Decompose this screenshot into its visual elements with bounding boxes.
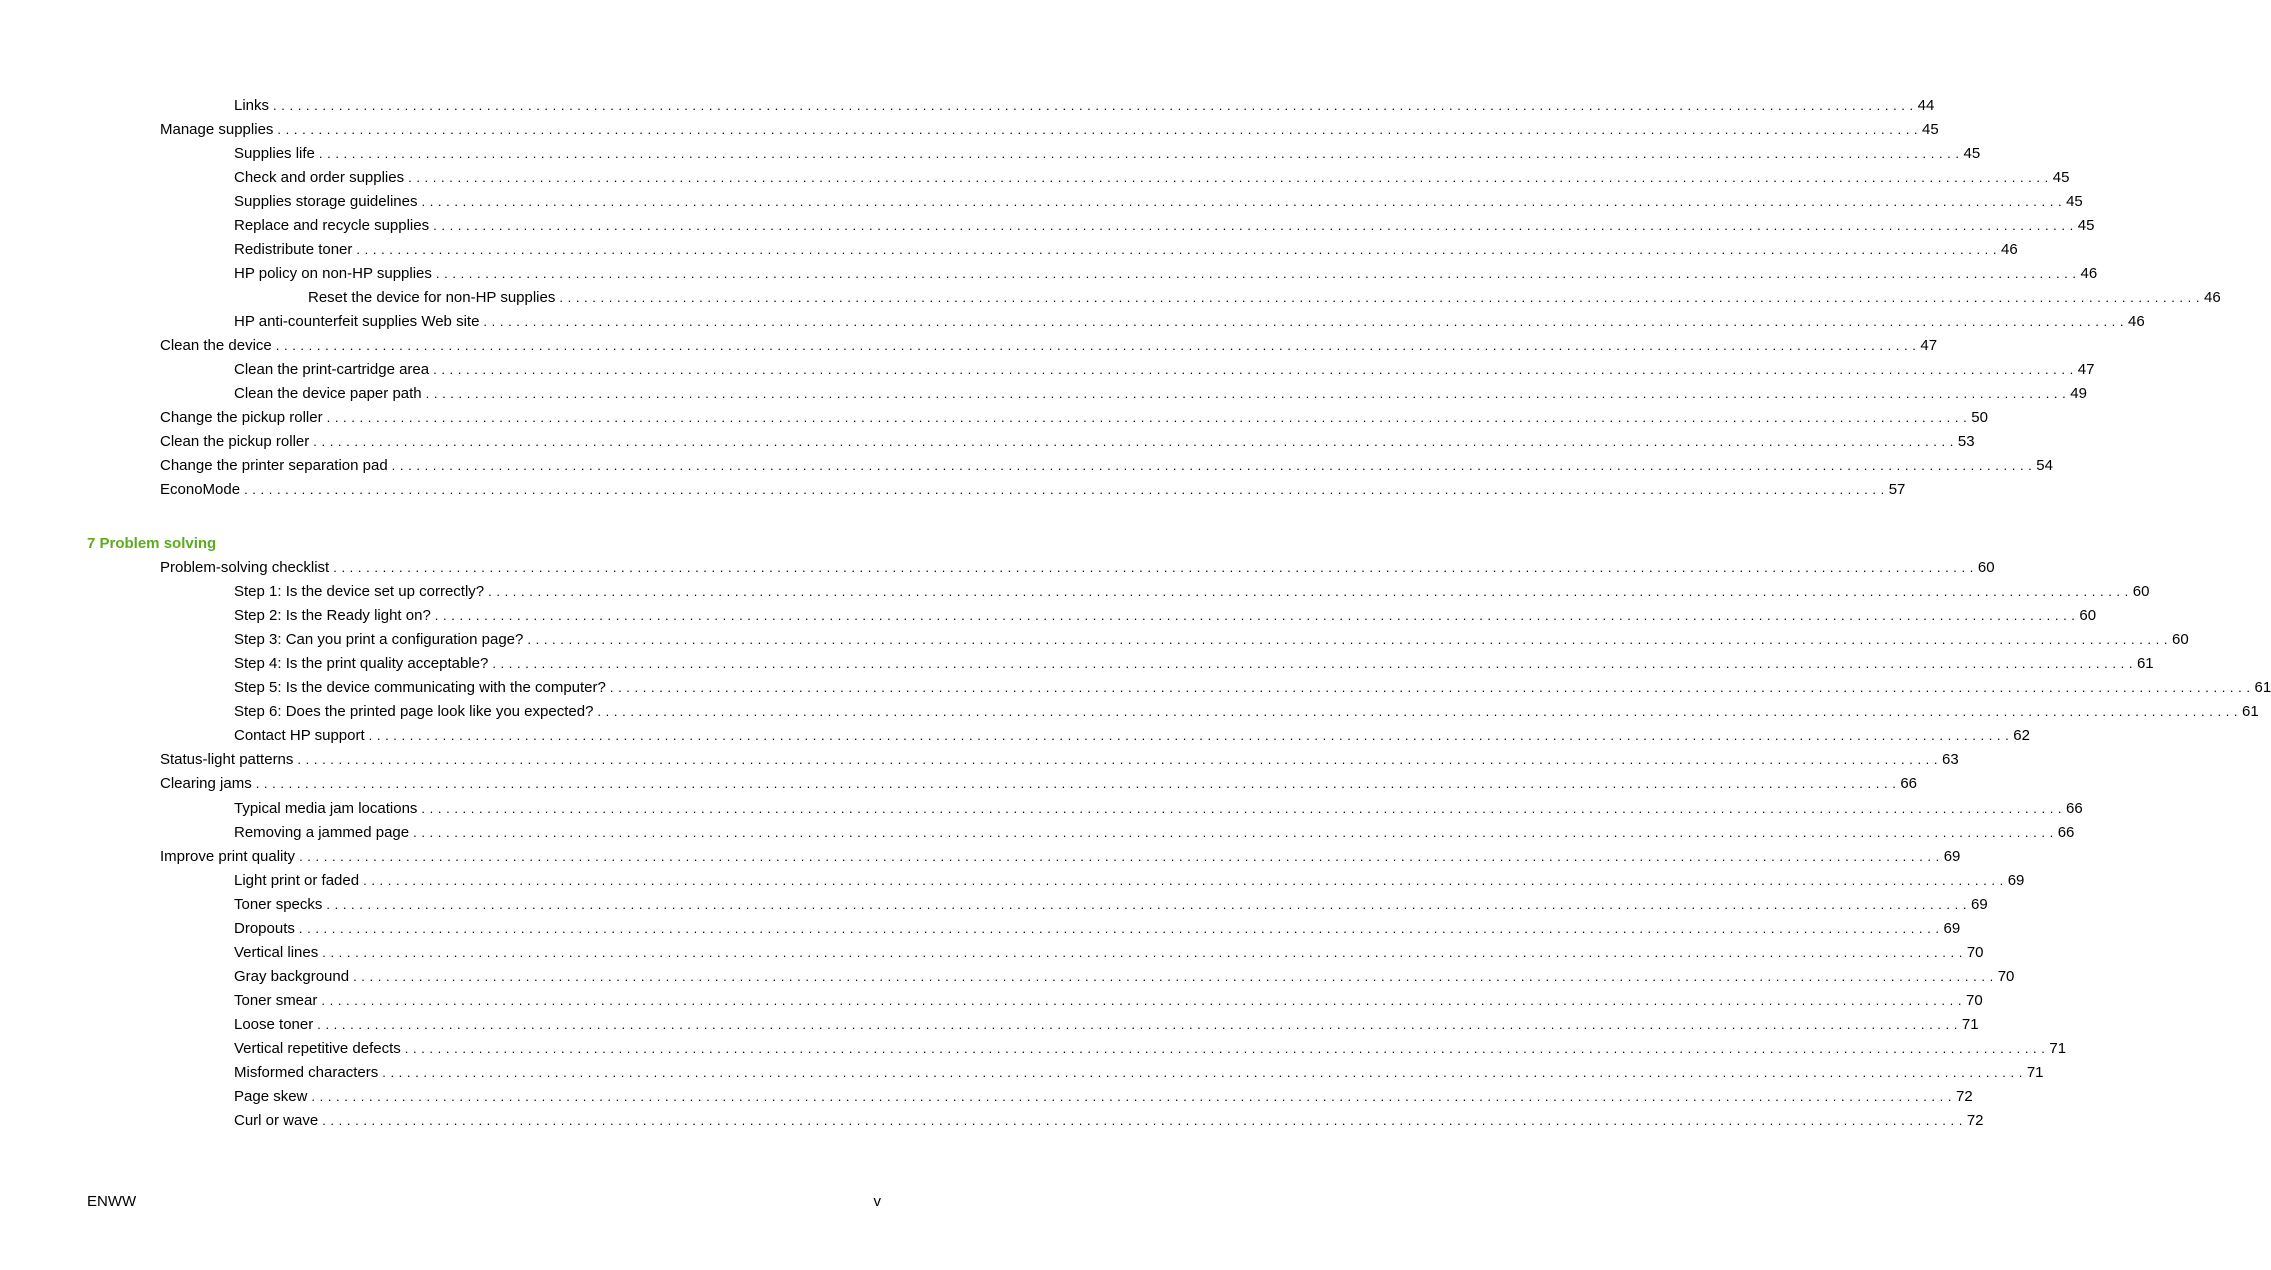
dot-leader: . . . . . . . . . . . . . . . . . . . . . . . . . . . . . . . . . . . . . . . . . . . . . . . . . . . . . . . . . . . . . . . . . . . . . . . . . . . . . . . . . . . . . . . . . . . . . . . . . . . . . . . . . . . . . . . . . . . . . . . . . . . . . . . . . . . . . . . . . . . . . . . . . . . . . . . . . . . . . . . . . . . . . . . . . . . . . . . . . . . . . . . . . . . . . . . . . . . . . . . .: [298, 920, 1940, 936]
dot-leader: . . . . . . . . . . . . . . . . . . . . . . . . . . . . . . . . . . . . . . . . . . . . . . . . . . . . . . . . . . . . . . . . . . . . . . . . . . . . . . . . . . . . . . . . . . . . . . . . . . . . . . . . . . . . . . . . . . . . . . . . . . . . . . . . . . . . . . . . . . . . . . . . . . . . . . . . . . . . . . . . . . . . . . . . . . . . . . . . . . . . . . . . . . . . . . . . . . . . . . . .: [277, 122, 1919, 137]
toc-entry-page: 60: [2079, 607, 2097, 625]
toc-entry-page: 71: [1961, 1015, 1979, 1033]
toc-entry-title: Clean the device paper path: [234, 385, 422, 402]
dot-leader: . . . . . . . . . . . . . . . . . . . . . . . . . . . . . . . . . . . . . . . . . . . . . . . . . . . . . . . . . . . . . . . . . . . . . . . . . . . . . . . . . . . . . . . . . . . . . . . . . . . . . . . . . . . . . . . . . . . . . . . . . . . . . . . . . . . . . . . . . . . . . . . . . . . . . . . . . . . . . . . . . . . . . . . . . . . . . . . . . . . . . . . . . . . . . . . . . . . . . . . .: [597, 704, 2239, 720]
dot-leader: . . . . . . . . . . . . . . . . . . . . . . . . . . . . . . . . . . . . . . . . . . . . . . . . . . . . . . . . . . . . . . . . . . . . . . . . . . . . . . . . . . . . . . . . . . . . . . . . . . . . . . . . . . . . . . . . . . . . . . . . . . . . . . . . . . . . . . . . . . . . . . . . . . . . . . . . . . . . . . . . . . . . . . . . . . . . . . . . . . . . . . . . . . . . . . . . . . . . . . . .: [421, 800, 2063, 816]
toc-entry-title: Check and order supplies: [234, 169, 405, 186]
toc-entry-title: Step 1: Is the device set up correctly?: [234, 583, 485, 601]
toc-entry-page: 69: [2007, 871, 2025, 889]
toc-entry-page: 69: [1971, 895, 1988, 913]
toc-entry[interactable]: [234, 96, 1935, 116]
toc-entry-page: 45: [1963, 145, 1981, 162]
toc-entry-page: 61: [2242, 703, 2259, 721]
toc-entry-page: 61: [2254, 679, 2271, 697]
toc-entry-page: 60: [2172, 631, 2189, 649]
toc-entry[interactable]: [234, 1063, 2044, 1083]
toc-entry[interactable]: [234, 360, 2095, 380]
toc-entry-page: 72: [1956, 1088, 1973, 1106]
dot-leader: . . . . . . . . . . . . . . . . . . . . . . . . . . . . . . . . . . . . . . . . . . . . . . . . . . . . . . . . . . . . . . . . . . . . . . . . . . . . . . . . . . . . . . . . . . . . . . . . . . . . . . . . . . . . . . . . . . . . . . . . . . . . . . . . . . . . . . . . . . . . . . . . . . . . . . . . . . . . . . . . . . . . . . . . . . . . . . . . . . . . . . . . . . . . . . . . . . . . . . . .: [311, 1089, 1952, 1105]
toc-entry-title: Supplies storage guidelines: [234, 193, 418, 210]
toc-entry-title: Clearing jams: [160, 775, 252, 793]
toc-entry[interactable]: [234, 168, 2070, 188]
dot-leader: . . . . . . . . . . . . . . . . . . . . . . . . . . . . . . . . . . . . . . . . . . . . . . . . . . . . . . . . . . . . . . . . . . . . . . . . . . . . . . . . . . . . . . . . . . . . . . . . . . . . . . . . . . . . . . . . . . . . . . . . . . . . . . . . . . . . . . . . . . . . . . . . . . . . . . . . . . . . . . . . . . . . . . . . . . . . . . . . . . . . . . . . . . . . . . . . . . . . . . . .: [433, 362, 2074, 377]
toc-entry[interactable]: [234, 799, 2083, 819]
dot-leader: . . . . . . . . . . . . . . . . . . . . . . . . . . . . . . . . . . . . . . . . . . . . . . . . . . . . . . . . . . . . . . . . . . . . . . . . . . . . . . . . . . . . . . . . . . . . . . . . . . . . . . . . . . . . . . . . . . . . . . . . . . . . . . . . . . . . . . . . . . . . . . . . . . . . . . . . . . . . . . . . . . . . . . . . . . . . . . . . . . . . . . . . . . . . . . . . . . . . . . . .: [488, 584, 2129, 600]
toc-entry-title: Status-light patterns: [160, 751, 294, 769]
toc-entry-title: Links: [234, 97, 270, 114]
toc-entry-page: 61: [2136, 655, 2154, 673]
toc-entry[interactable]: [234, 919, 1961, 939]
toc-entry-title: EconoMode: [160, 481, 241, 498]
dot-leader: . . . . . . . . . . . . . . . . . . . . . . . . . . . . . . . . . . . . . . . . . . . . . . . . . . . . . . . . . . . . . . . . . . . . . . . . . . . . . . . . . . . . . . . . . . . . . . . . . . . . . . . . . . . . . . . . . . . . . . . . . . . . . . . . . . . . . . . . . . . . . . . . . . . . . . . . . . . . . . . . . . . . . . . . . . . . . . . . . . . . . . . . . . . . . . . . . . . . . . . .: [391, 458, 2033, 473]
toc-entry-title: Vertical lines: [234, 943, 319, 961]
dot-leader: . . . . . . . . . . . . . . . . . . . . . . . . . . . . . . . . . . . . . . . . . . . . . . . . . . . . . . . . . . . . . . . . . . . . . . . . . . . . . . . . . . . . . . . . . . . . . . . . . . . . . . . . . . . . . . . . . . . . . . . . . . . . . . . . . . . . . . . . . . . . . . . . . . . . . . . . . . . . . . . . . . . . . . . . . . . . . . . . . . . . . . . . . . . . . . . . . . . . . . . .: [356, 242, 1998, 257]
toc-entry-title: HP anti-counterfeit supplies Web site: [234, 313, 480, 330]
dot-leader: . . . . . . . . . . . . . . . . . . . . . . . . . . . . . . . . . . . . . . . . . . . . . . . . . . . . . . . . . . . . . . . . . . . . . . . . . . . . . . . . . . . . . . . . . . . . . . . . . . . . . . . . . . . . . . . . . . . . . . . . . . . . . . . . . . . . . . . . . . . . . . . . . . . . . . . . . . . . . . . . . . . . . . . . . . . . . . . . . . . . . . . . . . . . . . . . . . . . . . . .: [275, 338, 1917, 353]
toc-entry-title: Removing a jammed page: [234, 823, 410, 841]
toc-entry-title: Manage supplies: [160, 121, 274, 138]
toc-entry-page: 46: [2128, 313, 2145, 330]
toc-entry[interactable]: [234, 216, 2095, 236]
dot-leader: . . . . . . . . . . . . . . . . . . . . . . . . . . . . . . . . . . . . . . . . . . . . . . . . . . . . . . . . . . . . . . . . . . . . . . . . . . . . . . . . . . . . . . . . . . . . . . . . . . . . . . . . . . . . . . . . . . . . . . . . . . . . . . . . . . . . . . . . . . . . . . . . . . . . . . . . . . . . . . . . . . . . . . . . . . . . . . . . . . . . . . . . . . . . . . . . . . . . . . . .: [435, 266, 2077, 281]
toc-entry[interactable]: [234, 144, 1981, 164]
toc-entry-page: 71: [2049, 1040, 2067, 1057]
toc-entry-page: 45: [2052, 169, 2070, 186]
toc-entry-title: HP policy on non-HP supplies: [234, 265, 432, 282]
footer-page-number: v: [873, 1193, 881, 1210]
dot-leader: . . . . . . . . . . . . . . . . . . . . . . . . . . . . . . . . . . . . . . . . . . . . . . . . . . . . . . . . . . . . . . . . . . . . . . . . . . . . . . . . . . . . . . . . . . . . . . . . . . . . . . . . . . . . . . . . . . . . . . . . . . . . . . . . . . . . . . . . . . . . . . . . . . . . . . . . . . . . . . . . . . . . . . . . . . . . . . . . . . . . . . . . . . . . . . . . . . . . . . . .: [363, 872, 2004, 888]
dot-leader: . . . . . . . . . . . . . . . . . . . . . . . . . . . . . . . . . . . . . . . . . . . . . . . . . . . . . . . . . . . . . . . . . . . . . . . . . . . . . . . . . . . . . . . . . . . . . . . . . . . . . . . . . . . . . . . . . . . . . . . . . . . . . . . . . . . . . . . . . . . . . . . . . . . . . . . . . . . . . . . . . . . . . . . . . . . . . . . . . . . . . . . . . . . . . . . . . . . . . . . .: [333, 560, 1974, 575]
toc-entry-page: 66: [1900, 775, 1918, 793]
dot-leader: . . . . . . . . . . . . . . . . . . . . . . . . . . . . . . . . . . . . . . . . . . . . . . . . . . . . . . . . . . . . . . . . . . . . . . . . . . . . . . . . . . . . . . . . . . . . . . . . . . . . . . . . . . . . . . . . . . . . . . . . . . . . . . . . . . . . . . . . . . . . . . . . . . . . . . . . . . . . . . . . . . . . . . . . . . . . . . . . . . . . . . . . . . . . . . . . . . . . . . . .: [322, 1113, 1963, 1129]
toc-entry-title: Change the pickup roller: [160, 409, 323, 426]
toc-entry-title: Clean the print-cartridge area: [234, 361, 430, 378]
toc-entry[interactable]: [234, 726, 2030, 746]
chapter-heading: 7 Problem solving: [87, 535, 217, 552]
toc-entry[interactable]: [160, 750, 1959, 770]
toc-entry-title: Gray background: [234, 967, 350, 985]
toc-entry-title: Loose toner: [234, 1015, 314, 1033]
dot-leader: . . . . . . . . . . . . . . . . . . . . . . . . . . . . . . . . . . . . . . . . . . . . . . . . . . . . . . . . . . . . . . . . . . . . . . . . . . . . . . . . . . . . . . . . . . . . . . . . . . . . . . . . . . . . . . . . . . . . . . . . . . . . . . . . . . . . . . . . . . . . . . . . . . . . . . . . . . . . . . . . . . . . . . . . . . . . . . . . . . . . . . . . . . . . . . . . . . . . . . . .: [255, 776, 1897, 792]
toc-entry-page: 66: [2057, 823, 2075, 841]
toc-entry-title: Reset the device for non-HP supplies: [308, 289, 556, 306]
dot-leader: . . . . . . . . . . . . . . . . . . . . . . . . . . . . . . . . . . . . . . . . . . . . . . . . . . . . . . . . . . . . . . . . . . . . . . . . . . . . . . . . . . . . . . . . . . . . . . . . . . . . . . . . . . . . . . . . . . . . . . . . . . . . . . . . . . . . . . . . . . . . . . . . . . . . . . . . . . . . . . . . . . . . . . . . . . . . . . . . . . . . . . . . . . . . . . . . . . . . . . . .: [483, 314, 2125, 329]
dot-leader: . . . . . . . . . . . . . . . . . . . . . . . . . . . . . . . . . . . . . . . . . . . . . . . . . . . . . . . . . . . . . . . . . . . . . . . . . . . . . . . . . . . . . . . . . . . . . . . . . . . . . . . . . . . . . . . . . . . . . . . . . . . . . . . . . . . . . . . . . . . . . . . . . . . . . . . . . . . . . . . . . . . . . . . . . . . . . . . . . . . . . . . . . . . . . . . . . . . . . . . .: [408, 170, 2049, 185]
toc-entry-page: 70: [1966, 991, 1983, 1009]
toc-entry-title: Page skew: [234, 1088, 308, 1106]
toc-entry-title: Clean the device: [160, 337, 272, 354]
toc-entry-page: 47: [1920, 337, 1938, 354]
footer-left: ENWW: [87, 1193, 137, 1210]
toc-entry-page: 46: [2080, 265, 2098, 282]
dot-leader: . . . . . . . . . . . . . . . . . . . . . . . . . . . . . . . . . . . . . . . . . . . . . . . . . . . . . . . . . . . . . . . . . . . . . . . . . . . . . . . . . . . . . . . . . . . . . . . . . . . . . . . . . . . . . . . . . . . . . . . . . . . . . . . . . . . . . . . . . . . . . . . . . . . . . . . . . . . . . . . . . . . . . . . . . . . . . . . . . . . . . . . . . . . . . . . . . . . . . . . .: [244, 482, 1885, 497]
toc-entry[interactable]: [234, 943, 1984, 963]
toc-entry[interactable]: [234, 895, 1988, 915]
dot-leader: . . . . . . . . . . . . . . . . . . . . . . . . . . . . . . . . . . . . . . . . . . . . . . . . . . . . . . . . . . . . . . . . . . . . . . . . . . . . . . . . . . . . . . . . . . . . . . . . . . . . . . . . . . . . . . . . . . . . . . . . . . . . . . . . . . . . . . . . . . . . . . . . . . . . . . . . . . . . . . . . . . . . . . . . . . . . . . . . . . . . . . . . . . . . . . . . . . . . . . . .: [299, 848, 1940, 864]
toc-entry-page: 60: [2132, 583, 2150, 601]
dot-leader: . . . . . . . . . . . . . . . . . . . . . . . . . . . . . . . . . . . . . . . . . . . . . . . . . . . . . . . . . . . . . . . . . . . . . . . . . . . . . . . . . . . . . . . . . . . . . . . . . . . . . . . . . . . . . . . . . . . . . . . . . . . . . . . . . . . . . . . . . . . . . . . . . . . . . . . . . . . . . . . . . . . . . . . . . . . . . . . . . . . . . . . . . . . . . . . . . . . . . . . .: [609, 680, 2251, 696]
dot-leader: . . . . . . . . . . . . . . . . . . . . . . . . . . . . . . . . . . . . . . . . . . . . . . . . . . . . . . . . . . . . . . . . . . . . . . . . . . . . . . . . . . . . . . . . . . . . . . . . . . . . . . . . . . . . . . . . . . . . . . . . . . . . . . . . . . . . . . . . . . . . . . . . . . . . . . . . . . . . . . . . . . . . . . . . . . . . . . . . . . . . . . . . . . . . . . . . . . . . . . . .: [318, 146, 1960, 161]
toc-entry-page: 50: [1971, 409, 1988, 426]
toc-entry[interactable]: [234, 192, 2083, 212]
toc-entry-page: 72: [1966, 1112, 1984, 1130]
dot-leader: . . . . . . . . . . . . . . . . . . . . . . . . . . . . . . . . . . . . . . . . . . . . . . . . . . . . . . . . . . . . . . . . . . . . . . . . . . . . . . . . . . . . . . . . . . . . . . . . . . . . . . . . . . . . . . . . . . . . . . . . . . . . . . . . . . . . . . . . . . . . . . . . . . . . . . . . . . . . . . . . . . . . . . . . . . . . . . . . . . . . . . . . . . . . . . . . . . . . . . . .: [297, 752, 1939, 768]
dot-leader: . . . . . . . . . . . . . . . . . . . . . . . . . . . . . . . . . . . . . . . . . . . . . . . . . . . . . . . . . . . . . . . . . . . . . . . . . . . . . . . . . . . . . . . . . . . . . . . . . . . . . . . . . . . . . . . . . . . . . . . . . . . . . . . . . . . . . . . . . . . . . . . . . . . . . . . . . . . . . . . . . . . . . . . . . . . . . . . . . . . . . . . . . . . . . . . . . . . . . . . .: [353, 968, 1994, 984]
toc-entry-title: Toner smear: [234, 991, 318, 1009]
toc-entry-title: Dropouts: [234, 919, 295, 937]
toc-entry[interactable]: [160, 336, 1938, 356]
toc-entry[interactable]: [234, 240, 2018, 260]
toc-entry-title: Step 3: Can you print a configuration page?: [234, 631, 524, 649]
toc-entry-title: Step 2: Is the Ready light on?: [234, 607, 431, 625]
dot-leader: . . . . . . . . . . . . . . . . . . . . . . . . . . . . . . . . . . . . . . . . . . . . . . . . . . . . . . . . . . . . . . . . . . . . . . . . . . . . . . . . . . . . . . . . . . . . . . . . . . . . . . . . . . . . . . . . . . . . . . . . . . . . . . . . . . . . . . . . . . . . . . . . . . . . . . . . . . . . . . . . . . . . . . . . . . . . . . . . . . . . . . . . . . . . . . . . . . . . . . . .: [433, 218, 2074, 233]
toc-entry[interactable]: [160, 432, 1975, 452]
toc-entry[interactable]: [234, 312, 2145, 332]
toc-entry-title: Redistribute toner: [234, 241, 353, 258]
toc-entry[interactable]: [234, 967, 2015, 987]
toc-entry-page: 45: [2066, 193, 2083, 210]
toc-entry[interactable]: [234, 606, 2097, 626]
toc-entry[interactable]: [160, 774, 1918, 794]
toc-entry-page: 60: [1977, 559, 1995, 576]
toc-entry[interactable]: [234, 1111, 1984, 1131]
toc-entry-page: 44: [1917, 97, 1935, 114]
toc-entry-page: 46: [2001, 241, 2018, 258]
dot-leader: . . . . . . . . . . . . . . . . . . . . . . . . . . . . . . . . . . . . . . . . . . . . . . . . . . . . . . . . . . . . . . . . . . . . . . . . . . . . . . . . . . . . . . . . . . . . . . . . . . . . . . . . . . . . . . . . . . . . . . . . . . . . . . . . . . . . . . . . . . . . . . . . . . . . . . . . . . . . . . . . . . . . . . . . . . . . . . . . . . . . . . . . . . . . . . . . . . . . . . . .: [326, 410, 1968, 425]
toc-entry[interactable]: [160, 847, 1961, 867]
dot-leader: . . . . . . . . . . . . . . . . . . . . . . . . . . . . . . . . . . . . . . . . . . . . . . . . . . . . . . . . . . . . . . . . . . . . . . . . . . . . . . . . . . . . . . . . . . . . . . . . . . . . . . . . . . . . . . . . . . . . . . . . . . . . . . . . . . . . . . . . . . . . . . . . . . . . . . . . . . . . . . . . . . . . . . . . . . . . . . . . . . . . . . . . . . . . . . . . . . . . . . . .: [368, 728, 2010, 744]
toc-entry-page: 46: [2204, 289, 2221, 306]
toc-entry-title: Step 6: Does the printed page look like you expected?: [234, 703, 594, 721]
toc-entry-page: 49: [2070, 385, 2087, 402]
toc-entry-title: Problem-solving checklist: [160, 559, 330, 576]
toc-entry[interactable]: [234, 871, 2025, 891]
toc-entry[interactable]: [160, 456, 2053, 476]
toc-entry-page: 71: [2026, 1064, 2044, 1082]
toc-entry[interactable]: [308, 288, 2221, 308]
toc-entry-page: 45: [1922, 121, 1939, 138]
dot-leader: . . . . . . . . . . . . . . . . . . . . . . . . . . . . . . . . . . . . . . . . . . . . . . . . . . . . . . . . . . . . . . . . . . . . . . . . . . . . . . . . . . . . . . . . . . . . . . . . . . . . . . . . . . . . . . . . . . . . . . . . . . . . . . . . . . . . . . . . . . . . . . . . . . . . . . . . . . . . . . . . . . . . . . . . . . . . . . . . . . . . . . . . . . . . . . . . . . . . . . . .: [434, 608, 2076, 624]
toc-entry-title: Clean the pickup roller: [160, 433, 310, 450]
toc-entry[interactable]: [160, 408, 1988, 428]
toc-entry[interactable]: [234, 654, 2154, 674]
toc-entry-title: Contact HP support: [234, 727, 365, 745]
toc-entry-title: Step 4: Is the print quality acceptable?: [234, 655, 489, 673]
toc-entry[interactable]: [234, 1015, 1979, 1035]
dot-leader: . . . . . . . . . . . . . . . . . . . . . . . . . . . . . . . . . . . . . . . . . . . . . . . . . . . . . . . . . . . . . . . . . . . . . . . . . . . . . . . . . . . . . . . . . . . . . . . . . . . . . . . . . . . . . . . . . . . . . . . . . . . . . . . . . . . . . . . . . . . . . . . . . . . . . . . . . . . . . . . . . . . . . . . . . . . . . . . . . . . . . . . . . . . . . . . . . . . . . . . .: [317, 1016, 1958, 1032]
toc-entry-title: Supplies life: [234, 145, 315, 162]
dot-leader: . . . . . . . . . . . . . . . . . . . . . . . . . . . . . . . . . . . . . . . . . . . . . . . . . . . . . . . . . . . . . . . . . . . . . . . . . . . . . . . . . . . . . . . . . . . . . . . . . . . . . . . . . . . . . . . . . . . . . . . . . . . . . . . . . . . . . . . . . . . . . . . . . . . . . . . . . . . . . . . . . . . . . . . . . . . . . . . . . . . . . . . . . . . . . . . . . . . . . . . .: [273, 98, 1914, 113]
toc-entry-page: 66: [2066, 799, 2083, 817]
toc-entry-title: Vertical repetitive defects: [234, 1040, 401, 1057]
toc-entry-title: Curl or wave: [234, 1112, 319, 1130]
toc-entry[interactable]: [234, 384, 2087, 404]
toc-entry[interactable]: [234, 630, 2189, 650]
toc-entry-title: Replace and recycle supplies: [234, 217, 430, 234]
dot-leader: . . . . . . . . . . . . . . . . . . . . . . . . . . . . . . . . . . . . . . . . . . . . . . . . . . . . . . . . . . . . . . . . . . . . . . . . . . . . . . . . . . . . . . . . . . . . . . . . . . . . . . . . . . . . . . . . . . . . . . . . . . . . . . . . . . . . . . . . . . . . . . . . . . . . . . . . . . . . . . . . . . . . . . . . . . . . . . . . . . . . . . . . . . . . . . . . . . . . . . . .: [527, 632, 2168, 648]
toc-entry-title: Misformed characters: [234, 1064, 379, 1082]
toc-entry-title: Light print or faded: [234, 871, 360, 889]
toc-entry[interactable]: [160, 120, 1939, 140]
dot-leader: . . . . . . . . . . . . . . . . . . . . . . . . . . . . . . . . . . . . . . . . . . . . . . . . . . . . . . . . . . . . . . . . . . . . . . . . . . . . . . . . . . . . . . . . . . . . . . . . . . . . . . . . . . . . . . . . . . . . . . . . . . . . . . . . . . . . . . . . . . . . . . . . . . . . . . . . . . . . . . . . . . . . . . . . . . . . . . . . . . . . . . . . . . . . . . . . . . . . . . . .: [559, 290, 2200, 305]
dot-leader: . . . . . . . . . . . . . . . . . . . . . . . . . . . . . . . . . . . . . . . . . . . . . . . . . . . . . . . . . . . . . . . . . . . . . . . . . . . . . . . . . . . . . . . . . . . . . . . . . . . . . . . . . . . . . . . . . . . . . . . . . . . . . . . . . . . . . . . . . . . . . . . . . . . . . . . . . . . . . . . . . . . . . . . . . . . . . . . . . . . . . . . . . . . . . . . . . . . . . . . .: [326, 896, 1967, 912]
dot-leader: . . . . . . . . . . . . . . . . . . . . . . . . . . . . . . . . . . . . . . . . . . . . . . . . . . . . . . . . . . . . . . . . . . . . . . . . . . . . . . . . . . . . . . . . . . . . . . . . . . . . . . . . . . . . . . . . . . . . . . . . . . . . . . . . . . . . . . . . . . . . . . . . . . . . . . . . . . . . . . . . . . . . . . . . . . . . . . . . . . . . . . . . . . . . . . . . . . . . . . . .: [421, 194, 2063, 209]
toc-entry-title: Toner specks: [234, 895, 323, 913]
toc-entry-title: Step 5: Is the device communicating with the computer?: [234, 679, 606, 697]
toc-entry-page: 70: [1966, 943, 1984, 961]
dot-leader: . . . . . . . . . . . . . . . . . . . . . . . . . . . . . . . . . . . . . . . . . . . . . . . . . . . . . . . . . . . . . . . . . . . . . . . . . . . . . . . . . . . . . . . . . . . . . . . . . . . . . . . . . . . . . . . . . . . . . . . . . . . . . . . . . . . . . . . . . . . . . . . . . . . . . . . . . . . . . . . . . . . . . . . . . . . . . . . . . . . . . . . . . . . . . . . . . . . . . . . .: [425, 386, 2067, 401]
dot-leader: . . . . . . . . . . . . . . . . . . . . . . . . . . . . . . . . . . . . . . . . . . . . . . . . . . . . . . . . . . . . . . . . . . . . . . . . . . . . . . . . . . . . . . . . . . . . . . . . . . . . . . . . . . . . . . . . . . . . . . . . . . . . . . . . . . . . . . . . . . . . . . . . . . . . . . . . . . . . . . . . . . . . . . . . . . . . . . . . . . . . . . . . . . . . . . . . . . . . . . . .: [413, 824, 2054, 840]
toc-entry[interactable]: [160, 558, 1995, 578]
toc-entry-page: 70: [1997, 967, 2015, 985]
toc-entry-page: 54: [2036, 457, 2053, 474]
toc-entry[interactable]: [234, 264, 2098, 284]
dot-leader: . . . . . . . . . . . . . . . . . . . . . . . . . . . . . . . . . . . . . . . . . . . . . . . . . . . . . . . . . . . . . . . . . . . . . . . . . . . . . . . . . . . . . . . . . . . . . . . . . . . . . . . . . . . . . . . . . . . . . . . . . . . . . . . . . . . . . . . . . . . . . . . . . . . . . . . . . . . . . . . . . . . . . . . . . . . . . . . . . . . . . . . . . . . . . . . . . . . . . . . .: [322, 944, 1963, 960]
toc-entry-page: 57: [1888, 481, 1906, 498]
toc-entry[interactable]: [234, 991, 1983, 1011]
toc-entry-page: 53: [1957, 433, 1975, 450]
toc-entry-page: 47: [2077, 361, 2095, 378]
toc-entry-page: 45: [2077, 217, 2095, 234]
toc-entry[interactable]: [234, 582, 2150, 602]
dot-leader: . . . . . . . . . . . . . . . . . . . . . . . . . . . . . . . . . . . . . . . . . . . . . . . . . . . . . . . . . . . . . . . . . . . . . . . . . . . . . . . . . . . . . . . . . . . . . . . . . . . . . . . . . . . . . . . . . . . . . . . . . . . . . . . . . . . . . . . . . . . . . . . . . . . . . . . . . . . . . . . . . . . . . . . . . . . . . . . . . . . . . . . . . . . . . . . . . . . . . . . .: [492, 656, 2133, 672]
dot-leader: . . . . . . . . . . . . . . . . . . . . . . . . . . . . . . . . . . . . . . . . . . . . . . . . . . . . . . . . . . . . . . . . . . . . . . . . . . . . . . . . . . . . . . . . . . . . . . . . . . . . . . . . . . . . . . . . . . . . . . . . . . . . . . . . . . . . . . . . . . . . . . . . . . . . . . . . . . . . . . . . . . . . . . . . . . . . . . . . . . . . . . . . . . . . . . . . . . . . . . . .: [382, 1065, 2023, 1081]
toc-entry[interactable]: [234, 702, 2259, 722]
dot-leader: . . . . . . . . . . . . . . . . . . . . . . . . . . . . . . . . . . . . . . . . . . . . . . . . . . . . . . . . . . . . . . . . . . . . . . . . . . . . . . . . . . . . . . . . . . . . . . . . . . . . . . . . . . . . . . . . . . . . . . . . . . . . . . . . . . . . . . . . . . . . . . . . . . . . . . . . . . . . . . . . . . . . . . . . . . . . . . . . . . . . . . . . . . . . . . . . . . . . . . . .: [404, 1041, 2046, 1056]
toc-entry[interactable]: [234, 823, 2075, 843]
toc-entry[interactable]: [234, 1039, 2067, 1059]
toc-entry-page: 62: [2013, 727, 2030, 745]
toc-entry-title: Typical media jam locations: [234, 799, 418, 817]
toc-entry[interactable]: [234, 678, 2271, 698]
toc-entry[interactable]: [160, 480, 1906, 500]
dot-leader: . . . . . . . . . . . . . . . . . . . . . . . . . . . . . . . . . . . . . . . . . . . . . . . . . . . . . . . . . . . . . . . . . . . . . . . . . . . . . . . . . . . . . . . . . . . . . . . . . . . . . . . . . . . . . . . . . . . . . . . . . . . . . . . . . . . . . . . . . . . . . . . . . . . . . . . . . . . . . . . . . . . . . . . . . . . . . . . . . . . . . . . . . . . . . . . . . . . . . . . .: [321, 992, 1962, 1008]
toc-entry[interactable]: [234, 1087, 1973, 1107]
toc-entry-page: 69: [1943, 847, 1961, 865]
toc-entry-page: 69: [1943, 919, 1961, 937]
toc-entry-title: Change the printer separation pad: [160, 457, 388, 474]
toc-entry-page: 63: [1942, 751, 1959, 769]
dot-leader: . . . . . . . . . . . . . . . . . . . . . . . . . . . . . . . . . . . . . . . . . . . . . . . . . . . . . . . . . . . . . . . . . . . . . . . . . . . . . . . . . . . . . . . . . . . . . . . . . . . . . . . . . . . . . . . . . . . . . . . . . . . . . . . . . . . . . . . . . . . . . . . . . . . . . . . . . . . . . . . . . . . . . . . . . . . . . . . . . . . . . . . . . . . . . . . . . . . . . . . .: [313, 434, 1954, 449]
toc-entry-title: Improve print quality: [160, 847, 296, 865]
